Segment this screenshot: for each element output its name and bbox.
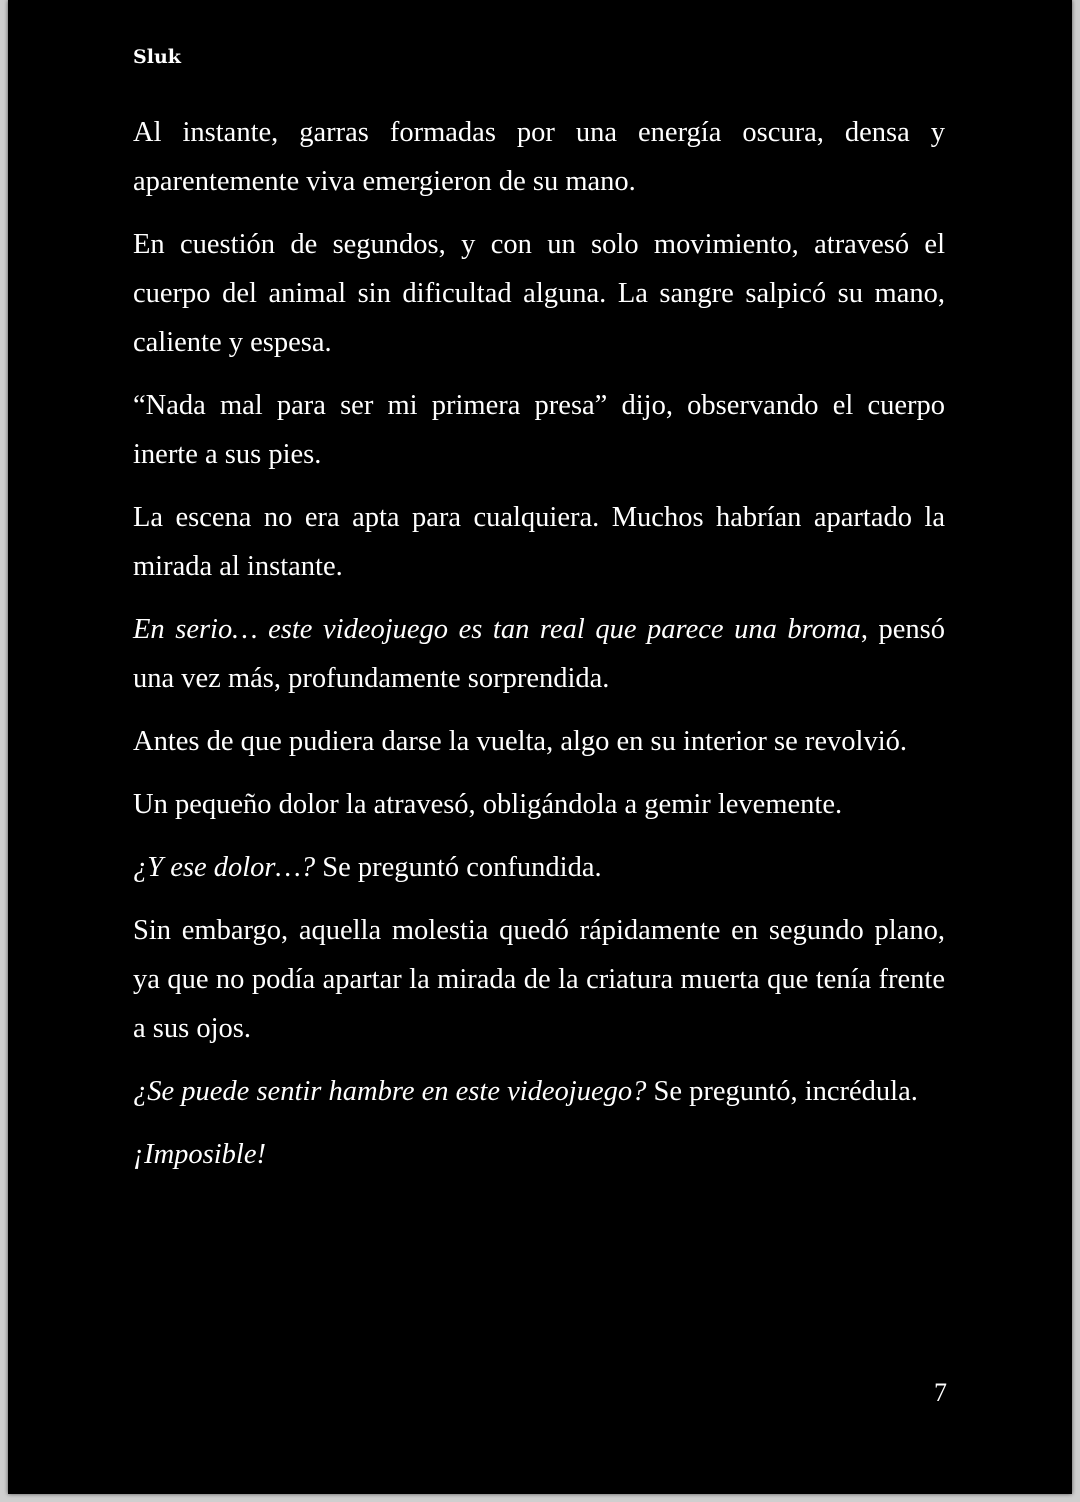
paragraph [133, 605, 945, 703]
paragraph [133, 717, 945, 766]
running-header: Sluk [133, 46, 181, 68]
page-body [133, 108, 945, 1193]
text-segment: En cuestión de segundos, y con un solo movimiento, atravesó el cuerpo del animal sin dificultad alguna. La sangre salpicó su mano, caliente y espesa. [133, 229, 945, 358]
text-segment: “Nada mal para ser mi primera presa” dijo, observando el cuerpo inerte a sus pies. [133, 390, 945, 470]
paragraph [133, 1130, 945, 1179]
text-segment: La escena no era apta para cualquiera. Muchos habrían apartado la mirada al instante. [133, 502, 945, 582]
page-number: 7 [934, 1378, 947, 1407]
text-segment: Sin embargo, aquella molestia quedó rápidamente en segundo plano, ya que no podía apartar la mirada de la criatura muerta que tenía frente a sus ojos. [133, 915, 945, 1044]
text-segment: Un pequeño dolor la atravesó, obligándola a gemir levemente. [133, 789, 843, 820]
italic-text: En serio… este videojuego es tan real que parece una broma [133, 614, 861, 645]
paragraph [133, 780, 945, 829]
text-segment: , pensó una vez más, profundamente sorprendida. [133, 614, 945, 694]
italic-text: ¿Se puede sentir hambre en este videojuego? [133, 1076, 647, 1107]
paragraph [133, 843, 945, 892]
paragraph [133, 493, 945, 591]
italic-text: ¿Y ese dolor…? [133, 852, 316, 883]
paragraph [133, 381, 945, 479]
text-segment: Al instante, garras formadas por una energía oscura, densa y aparentemente viva emergieron de su mano. [133, 117, 945, 197]
paragraph [133, 108, 945, 206]
book-page [8, 0, 1072, 1494]
paragraph [133, 906, 945, 1053]
text-segment: Se preguntó confundida. [315, 852, 602, 883]
paragraph [133, 1067, 945, 1116]
text-segment: Antes de que pudiera darse la vuelta, algo en su interior se revolvió. [133, 726, 907, 757]
text-segment: Se preguntó, incrédula. [646, 1076, 918, 1107]
italic-text: ¡Imposible! [133, 1139, 266, 1170]
paragraph [133, 220, 945, 367]
